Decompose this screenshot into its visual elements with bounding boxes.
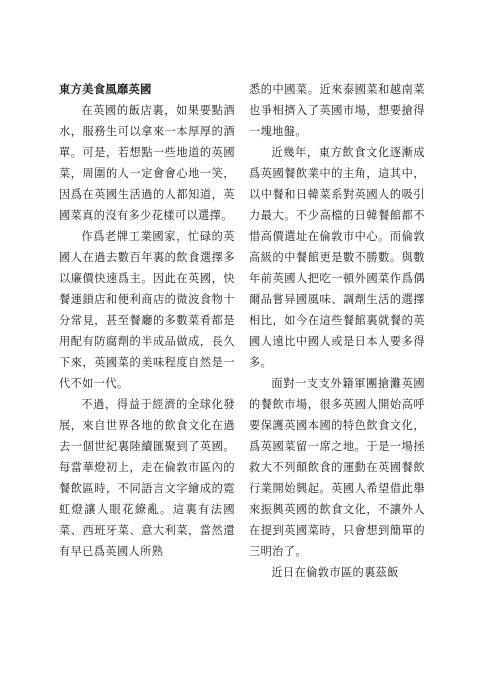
paragraph: 面對一支支外籍軍團搶灘英國的餐飲市場，很多英國人開始高呼要保護英國本國的特色飲食文化，爲英國菜留一席之地。于是一場拯救大不列顛飲食的運動在英國餐飲行業開始興起。英國人希望借此舉來振興英國的飲食文化，不讓外人在提到英國菜時，只會想到簡單的三明治了。 bbox=[249, 377, 425, 558]
paragraph: 近幾年，東方飲食文化逐漸成爲英國餐飲業中的主角，這其中，以中餐和日韓菜系對英國人的吸引力最大。不少高檔的日韓餐館都不惜高價選址在倫敦市中心。而倫敦高級的中餐館更是數不勝數。與數年前英國人把吃一頓外國菜作爲偶爾品嘗异國風味、調劑生活的選擇相比，如今在這些餐館裏就餐的英國人遠比中國人或是日本人要多得多。 bbox=[249, 146, 425, 369]
paragraph: 近日在倫敦市區的裏茲飯 bbox=[271, 566, 399, 579]
paragraph-continuation: 悉的中國菜。近來泰國菜和越南菜也爭相擠入了英國市場，想要搶得一塊地盤。 bbox=[249, 83, 425, 138]
right-column bbox=[249, 79, 425, 583]
left-column bbox=[59, 79, 235, 562]
article-title: 東方美食風靡英國 bbox=[59, 83, 152, 96]
paragraph: 在英國的飯店裏，如果要點酒水，服務生可以拿來一本厚厚的酒單。可是，若想點一些地道的英國菜，周圍的人一定會會心地一笑，因爲在英國生活過的人都知道，英國菜真的沒有多少花樣可以選擇。 bbox=[59, 104, 235, 222]
paragraph: 不過，得益于經濟的全球化發展，來自世界各地的飲食文化在過去一個世紀裏陸續匯聚到了英國。每當華燈初上，走在倫敦市區內的餐飲區時，不同語言文字繪成的霓虹燈讓人眼花繚亂。這裏有法國菜、西班牙菜、意大利菜，當然還有早已爲英國人所熟 bbox=[59, 398, 235, 558]
paragraph: 作爲老牌工業國家，忙碌的英國人在過去數百年裏的飲食選擇多以廉價快速爲主。因此在英國，快餐連鎖店和便利商店的微波食物十分常見，甚至餐廳的多數菜肴都是用配有防腐劑的半成品做成，長久下來，英國菜的美味程度自然是一代不如一代。 bbox=[59, 230, 235, 390]
